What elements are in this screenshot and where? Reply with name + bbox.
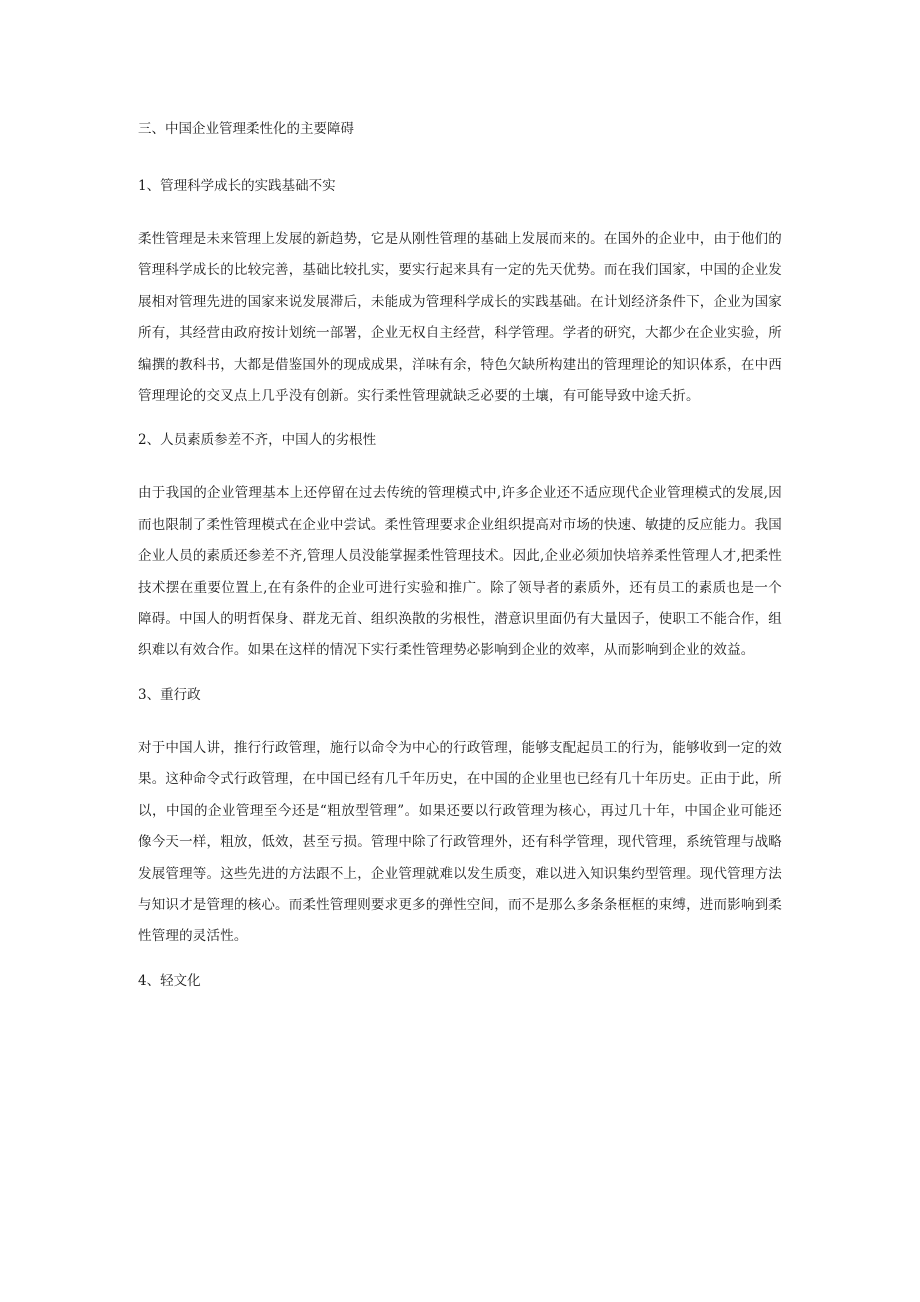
section-4-heading: 4、轻文化 [138, 972, 201, 989]
document-title: 三、中国企业管理柔性化的主要障碍 [138, 121, 354, 137]
section-2-heading: 2、人员素质参差不齐，中国人的劣根性 [138, 432, 377, 449]
section-2-paragraph: 由于我国的企业管理基本上还停留在过去传统的管理模式中,许多企业还不适应现代企业管理模式的发展,因而也限制了柔性管理模式在企业中尝试。柔性管理要求企业组织提高对市场的快速、敏捷的反应能力。我国企业人员的素质还参差不齐,管理人员没能掌握柔性管理技术。因此,企业必须加快培养柔性管理人才,把柔性技术摆在重要位置上,在有条件的企业可进行实验和推广。除了领导者的素质外，还有员工的素质也是一个障碍。中国人的明哲保身、群龙无首、组织涣散的劣根性，潜意识里面仍有大量因子，使职工不能合作，组织难以有效合作。如果在这样的情况下实行柔性管理势必影响到企业的效率，从而影响到企业的效益。 [138, 485, 782, 659]
section-1-paragraph: 柔性管理是未来管理上发展的新趋势，它是从刚性管理的基础上发展而来的。在国外的企业中，由于他们的管理科学成长的比较完善，基础比较扎实，要实行起来具有一定的先天优势。而在我们国家，中国的企业发展相对管理先进的国家来说发展滞后，未能成为管理科学成长的实践基础。在计划经济条件下，企业为国家所有，其经营由政府按计划统一部署，企业无权自主经营，科学管理。学者的研究，大都少在企业实验，所编撰的教科书，大都是借鉴国外的现成成果，洋味有余，特色欠缺所构建出的管理理论的知识体系，在中西管理理论的交叉点上几乎没有创新。实行柔性管理就缺乏必要的土壤，有可能导致中途夭折。 [138, 231, 782, 405]
section-3-paragraph: 对于中国人讲，推行行政管理，施行以命令为中心的行政管理，能够支配起员工的行为，能够收到一定的效果。这种命令式行政管理，在中国已经有几千年历史，在中国的企业里也已经有几十年历史。正由于此，所以，中国的企业管理至今还是“粗放型管理”。如果还要以行政管理为核心，再过几十年，中国企业可能还像今天一样，粗放，低效，甚至亏损。管理中除了行政管理外，还有科学管理，现代管理，系统管理与战略发展管理等。这些先进的方法跟不上，企业管理就难以发生质变，难以进入知识集约型管理。现代管理方法与知识才是管理的核心。而柔性管理则要求更多的弹性空间，而不是那么多条条框框的束缚，进而影响到柔性管理的灵活性。 [138, 739, 782, 945]
document-page [138, 117, 782, 993]
section-1-heading: 1、管理科学成长的实践基础不实 [138, 178, 336, 194]
section-3-heading: 3、重行政 [138, 686, 201, 703]
